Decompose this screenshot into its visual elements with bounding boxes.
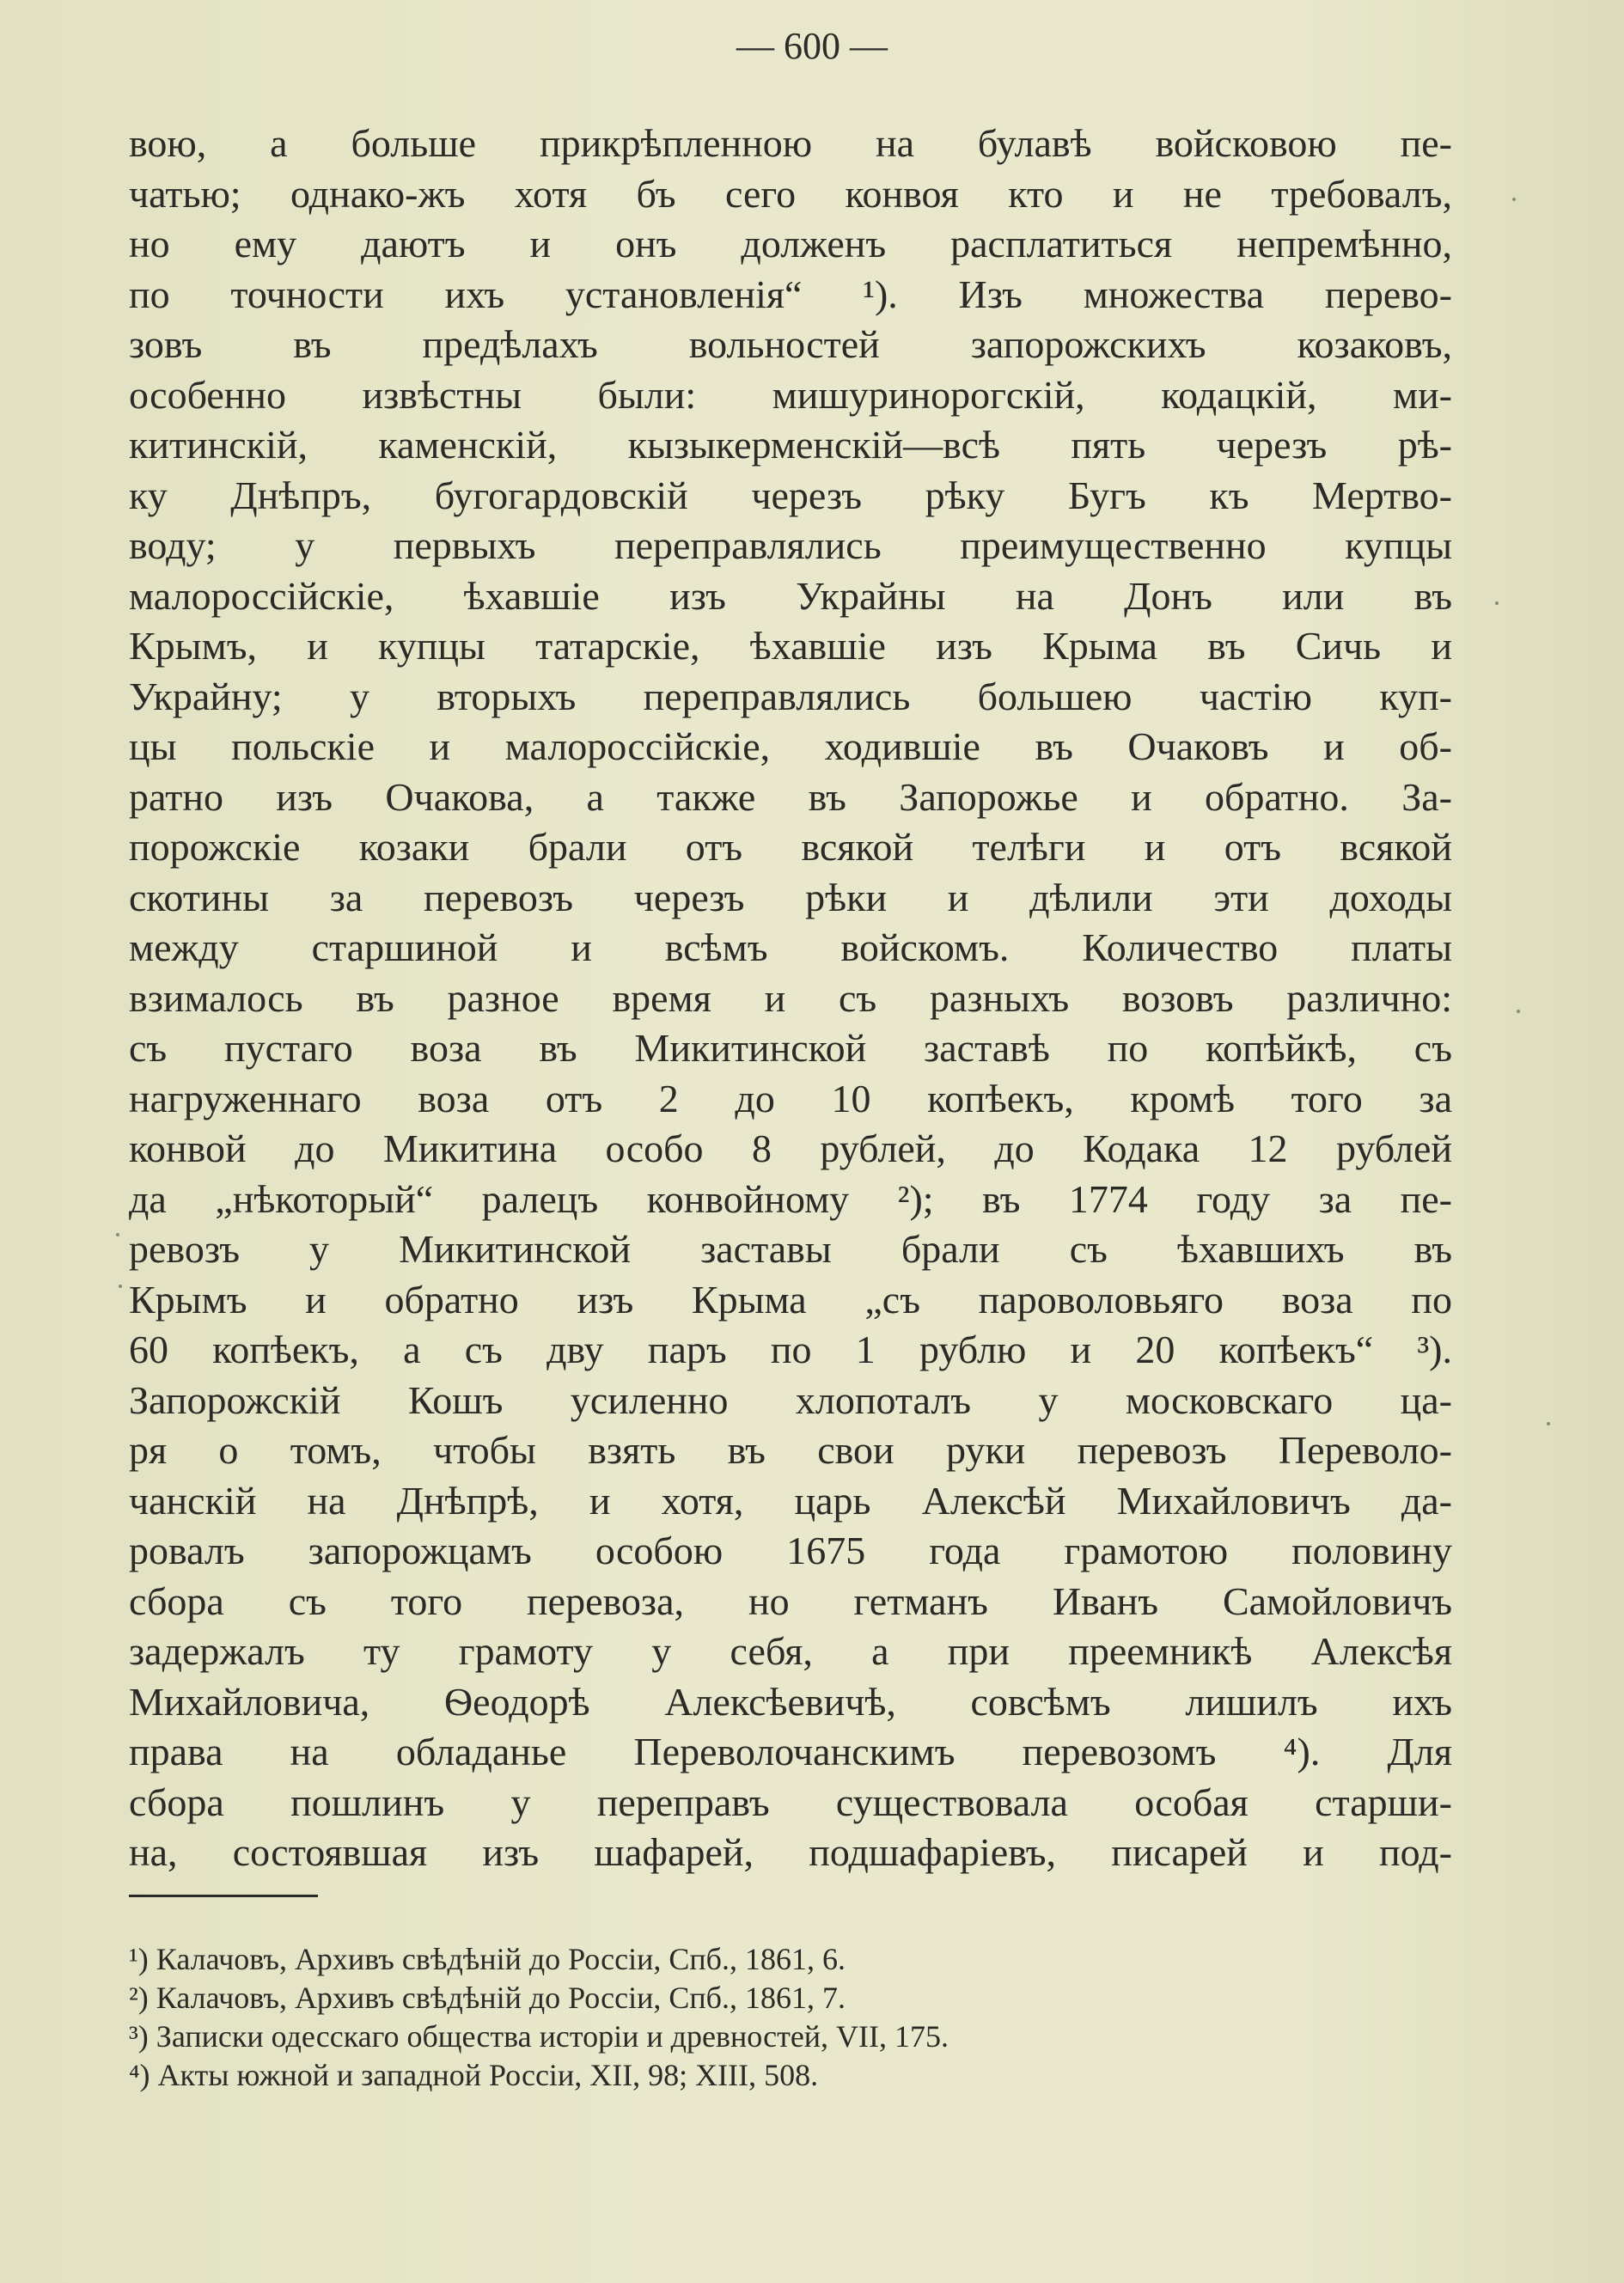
text-line: чатью; однако-жъ хотя бъ сего конвоя кто и не требовалъ, <box>129 171 1452 216</box>
text-line: Крымъ, и купцы татарскіе, ѣхавшіе изъ Крыма въ Сичь и <box>129 624 1452 668</box>
footnotes <box>129 1940 1332 2095</box>
text-line: нагруженнаго воза отъ 2 до 10 копѣекъ, кромѣ того за <box>129 1076 1452 1120</box>
footnote-divider <box>129 1895 318 1897</box>
text-line: порожскіе козаки брали отъ всякой телѣги и отъ всякой <box>129 825 1452 869</box>
text-line: ку Днѣпръ, бугогардовскій черезъ рѣку Бугъ къ Мертво- <box>129 473 1452 517</box>
text-line: Крымъ и обратно изъ Крыма „съ пароволовьяго воза по <box>129 1277 1452 1322</box>
text-line: ровалъ запорожцамъ особою 1675 года грамотою половину <box>129 1529 1452 1572</box>
text-line: скотины за перевозъ черезъ рѣки и дѣлили эти доходы <box>129 875 1452 919</box>
text-line: съ пустаго воза въ Микитинской заставѣ по копѣйкѣ, съ <box>129 1026 1452 1070</box>
text-line: сбора съ того перевоза, но гетманъ Иванъ Самойловичъ <box>129 1578 1452 1623</box>
text-line: 60 копѣекъ, а съ дву паръ по 1 рублю и 20 копѣекъ“ ³). <box>129 1328 1452 1371</box>
text-line: ратно изъ Очакова, а также въ Запорожье и обратно. За- <box>129 774 1452 819</box>
paper-speck <box>1512 198 1516 201</box>
text-line: особенно извѣстны были: мишуринорогскій, кодацкій, ми- <box>129 372 1452 417</box>
text-line: сбора пошлинъ у переправъ существовала особая старши- <box>129 1779 1452 1824</box>
paper-speck <box>1517 1010 1520 1013</box>
paper-speck <box>1547 1422 1550 1425</box>
paper-speck <box>1495 601 1499 605</box>
text-line: цы польскіе и малороссійскіе, ходившіе въ Очаковъ и об- <box>129 724 1452 768</box>
text-line: но ему даютъ и онъ долженъ расплатиться непремѣнно, <box>129 222 1452 266</box>
text-line: китинскій, каменскій, кызыкерменскій—всѣ пять черезъ рѣ- <box>129 423 1452 467</box>
text-line: задержалъ ту грамоту у себя, а при преемникѣ Алексѣя <box>129 1629 1452 1673</box>
text-line: чанскій на Днѣпрѣ, и хотя, царь Алексѣй Михайловичъ да- <box>129 1478 1452 1523</box>
footnote: ³) Записки одесскаго общества исторіи и древностей, VII, 175. <box>129 2019 949 2054</box>
paper-speck <box>116 1233 119 1236</box>
text-line: по точности ихъ установленія“ ¹). Изъ множества перево- <box>129 272 1452 316</box>
text-line: воду; у первыхъ переправлялись преимущественно купцы <box>129 523 1452 567</box>
text-line: Михайловича, Ѳеодорѣ Алексѣевичѣ, совсѣмъ лишилъ ихъ <box>129 1679 1452 1724</box>
footnote: ²) Калачовъ, Архивъ свѣдѣній до Россіи, Спб., 1861, 7. <box>129 1981 846 2015</box>
text-line: между старшиной и всѣмъ войскомъ. Количество платы <box>129 925 1452 969</box>
paper-speck <box>119 1285 122 1288</box>
text-line: малороссійскіе, ѣхавшіе изъ Украйны на Донъ или въ <box>129 573 1452 618</box>
text-line: да „нѣкоторый“ ралецъ конвойному ²); въ 1774 году за пе- <box>129 1176 1452 1221</box>
text-line: конвой до Микитина особо 8 рублей, до Кодака 12 рублей <box>129 1126 1452 1170</box>
text-line: Украйну; у вторыхъ переправлялись большею частію куп- <box>129 674 1452 718</box>
main-text <box>129 119 1452 1878</box>
page-number: — 600 — <box>736 25 888 67</box>
text-line: ревозъ у Микитинской заставы брали съ ѣхавшихъ въ <box>129 1227 1452 1271</box>
text-line: на, состоявшая изъ шафарей, подшафаріевъ, писарей и под- <box>129 1830 1452 1874</box>
text-line: права на обладанье Переволочанскимъ перевозомъ ⁴). Для <box>129 1730 1452 1773</box>
text-line: взималось въ разное время и съ разныхъ возовъ различно: <box>129 975 1452 1020</box>
text-line: зовъ въ предѣлахъ вольностей запорожскихъ козаковъ, <box>129 322 1452 366</box>
footnote: ¹) Калачовъ, Архивъ свѣдѣній до Россіи, Спб., 1861, 6. <box>129 1942 846 1976</box>
text-line: ря о томъ, чтобы взять въ свои руки перевозъ Переволо- <box>129 1428 1452 1472</box>
text-line: Запорожскій Кошъ усиленно хлопоталъ у московскаго ца- <box>129 1377 1452 1422</box>
footnote: ⁴) Акты южной и западной Россіи, XII, 98; XIII, 508. <box>129 2058 819 2092</box>
text-line: вою, а больше прикрѣпленною на булавѣ войсковою пе- <box>129 121 1452 165</box>
